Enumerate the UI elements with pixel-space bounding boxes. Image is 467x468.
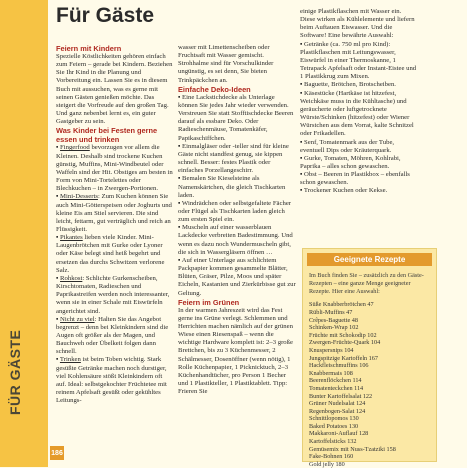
list-item: ▪ Rohkost: Schlichte Gurkenscheiben, Kirschtomaten, Radieschen und Paprikastreifen werden noch interessanter, wenn sie in einer Schale mit Eiswürfeln angerichtet sind.	[56, 274, 170, 315]
recipe-item: Gemüsemix mit Nuss-Tzatziki 158	[309, 445, 396, 453]
list-item: ▪ Einmalgläser oder -teller sind für kleine Gäste nicht standfest genug, sie kippen schnell. Besser: festes Plastik oder einfaches Porzellangeschirr.	[178, 142, 289, 175]
heading-was-kinder-essen: Was Kinder bei Festen gerne essen und trinken	[56, 126, 158, 145]
recipe-item: Crêpes-Baguette 48	[309, 316, 358, 324]
list-item: ▪ Auf einer Unterlage aus schlichtem Packpapier kommen gesammelte Blätter, Blüten, Gräser, Pilze, Moos und später Eicheln, Kastanien und Zierkürbisse gut zur Geltung.	[178, 256, 296, 297]
list-item: ▪ Bemalen Sie Kieselsteine als Namenskärtchen, die gleich Tischkarten laden.	[178, 175, 286, 199]
recipe-item: Schinken-Wrap 102	[309, 324, 359, 332]
recipe-item: Rübli-Muffins 47	[309, 308, 353, 316]
page-title: Für Gäste	[56, 4, 155, 27]
recipe-item: Grüner Nudelsalat 124	[309, 400, 366, 408]
list-item: ▪ Trinken ist beim Toben wichtig. Stark gesüßte Getränke machen noch durstiger, viel Kohlensäure stößt Kleinkindern oft auf. Ideal: selbstgekochter Früchtetee mit reinem Apfelsaft gesüßt oder gekühltes Leitungs-	[56, 356, 167, 405]
recipe-item: Süße Knabberbrötchen 47	[309, 301, 374, 309]
list-item: ▪ Senf, Tomatenmark aus der Tube, eventuell Dips oder Kräuterquark.	[300, 138, 395, 154]
recipe-box	[302, 248, 437, 468]
recipe-box-intro: Im Buch finden Sie – zusätzlich zu den Gäste-Rezepten – eine ganze Menge geeigneter Rezepte. Hier eine Auswahl:	[309, 272, 424, 295]
list-item: ▪ Baguette, Brötchen, Brotscheiben.	[300, 81, 396, 89]
paragraph-continuation: einige Plastikflaschen mit Wasser ein. Diese wirken als Kühlelemente und liefern beim Auftauen Eiswasser. Und die Software! Eine bewährte Auswahl:	[300, 8, 415, 40]
side-chapter-label: FÜR GÄSTE	[7, 329, 23, 415]
list-item: ▪ Gurke, Tomaten, Möhren, Kohlrabi, Paprika – alles schon gewaschen.	[300, 154, 401, 170]
heading-deko-ideen: Einfache Deko-Ideen	[178, 84, 251, 94]
paragraph-intro: Spezielle Köstlichkeiten gehören einfach zum Feiern – gerade bei Kindern. Beziehen Sie Ihr Kind in die Planung und Vorbereitung ein. Lassen Sie es in diesem Buch mit aussuchen, was es gerne mit seinen Gästen genießen möchte. Das steigert die Vorfreude auf den großen Tag. Und ganz nebenbei lernt es, ein guter Gastgeber zu sein.	[56, 53, 173, 126]
column-3	[300, 8, 418, 196]
list-item: ▪ Getränke (ca. 750 ml pro Kind): Plastikflaschen mit Leitungswasser, Eiswürfel in einer Thermoskanne, 1 Tetrapack Apfelsaft oder Instant-Eistee und 1 Plastikkrug zum Mixen.	[300, 40, 417, 81]
recipe-item: Regenbogen-Salat 124	[309, 407, 366, 415]
list-item: ▪ Fingerfood bevorzugen vor allem die Kleinen. Deshalb sind trockene Kuchen günstig, Muffins, Mini-Windbeutel oder Waffeln sind der Hit. Obstiges am besten in Form von Mini-Tortelettes oder Blechkuchen – in Zwergen-Portionen.	[56, 144, 173, 193]
recipe-item: Tomatenteckchen 114	[309, 384, 364, 392]
heading-feiern-mit-kindern: Feiern mit Kindern	[56, 44, 122, 53]
list-item: ▪ Trockener Kuchen oder Kekse.	[300, 187, 388, 195]
recipe-box-title: Geeignete Rezepte	[307, 253, 432, 266]
recipe-item: Gold jelly 180	[309, 460, 345, 468]
page-sidebar	[0, 0, 48, 467]
recipe-item: Fake-Bohnen 160	[309, 453, 354, 461]
page-number: 186	[50, 446, 64, 460]
recipe-item: Knabbermais 108	[309, 369, 353, 377]
recipe-item: Beerenflöckchen 114	[309, 377, 362, 385]
recipe-item: Bunter Kartoffelsalat 122	[309, 392, 373, 400]
paragraph-continuation: wasser mit Limettenscheiben oder Fruchtsaft mit Wasser gemischt. Strohhalme sind für Vorschulkinder ungünstig, es sei denn, Sie bieten Trinkpäckchen an.	[178, 44, 274, 84]
recipe-list	[309, 301, 430, 468]
list-item: ▪ Muscheln auf einer wasserblauen Lackdecke verbreiten Badestimmung. Und wenn es dazu noch Wundermuscheln gibt, die sich in Wassergläsern öffnen …	[178, 224, 293, 256]
recipe-item: Zwergen-Früchte-Quark 104	[309, 339, 381, 347]
list-item: ▪ Pikantes lieben viele Kinder. Mini-Laugenbrötchen mit Gurke oder Lyoner oder Käse belegt sind heiß begehrt und ersetzen das durchs Schwitzen verlorene Salz.	[56, 234, 165, 274]
recipe-item: Baked Potatoes 130	[309, 422, 359, 430]
recipe-item: Schnittlopomos 130	[309, 415, 359, 423]
column-1	[56, 44, 174, 405]
recipe-item: Hackfleischmuffins 106	[309, 362, 369, 370]
list-item: ▪ Windrädchen oder selbstgefaltete Fächer oder Flügel als Tischkarten laden gleich zum ersten Spiel ein.	[178, 199, 292, 224]
list-item: ▪ Obst – Beeren in Plastikbox – ebenfalls schon gewaschen.	[300, 171, 410, 187]
paragraph-gruenen: In der warmen Jahreszeit wird das Fest gerne ins Grüne verlegt. Schlemmen und Herrichten machen nämlich auf der grünen Wiese einen Riesenspaß – wenn die wichtige Hardware komplett ist: 2–3 große Brettchen, bis zu 3 Küchenmesser, 2 Schälmesser, Dosenöffner (wenn nötig), 1 Rolle Küchenpapier, 1 Picknicktuch, 2–3 Küchenhandtücher, pro Person 1 Becher und 1 Plastikteller, 1 Plastiktablett. Tipp: Frieren Sie	[178, 306, 293, 396]
column-2	[178, 44, 296, 396]
recipe-item: Kartoffelsticks 132	[309, 438, 357, 446]
list-item: ▪ Mini-Desserts: Zum Kuchen können Sie auch Mini-Götterspeisen oder Joghurts und kleine Eis am Stiel servieren. Die sind leicht, fettarm, gut verträglich und reich an Flüssigkeit.	[56, 193, 172, 233]
list-item: ▪ Käsestücke (Hartkäse ist hitzefest, Weichkäse muss in die Kühltasche) und geräucherte oder luftgetrocknete Würste/Schinken (hitzefest) oder Wiener Würstchen aus dem Vorrat, kalte Schnitzel oder Frikadellen.	[300, 89, 414, 138]
recipe-item: Knuspersnips 104	[309, 346, 354, 354]
recipe-item: Früchte mit Schokodip 102	[309, 331, 377, 339]
list-item: ▪ Nicht zu viel: Halten Sie das Angebot begrenzt – denn bei Kleinkindern sind die Augen oft größer als der Magen, und Bauchweh oder Übelkeit folgen dann schnell.	[56, 315, 169, 356]
list-item: ▪ Eine Lackstichdecke als Unterlage können Sie jedes Jahr wieder verwenden. Verstreuen Sie statt Stofftischdecke Beeren darauf als essbare Deko. Oder Radieschenmäuse, Tomatenkäfer, Papikaschiffchen.	[178, 93, 294, 142]
recipe-item: Jungspitzige Kartoffeln 167	[309, 354, 378, 362]
heading-feiern-im-gruenen: Feiern im Grünen	[178, 297, 240, 307]
recipe-item: Makkaroni-Auflauf 128	[309, 430, 369, 438]
